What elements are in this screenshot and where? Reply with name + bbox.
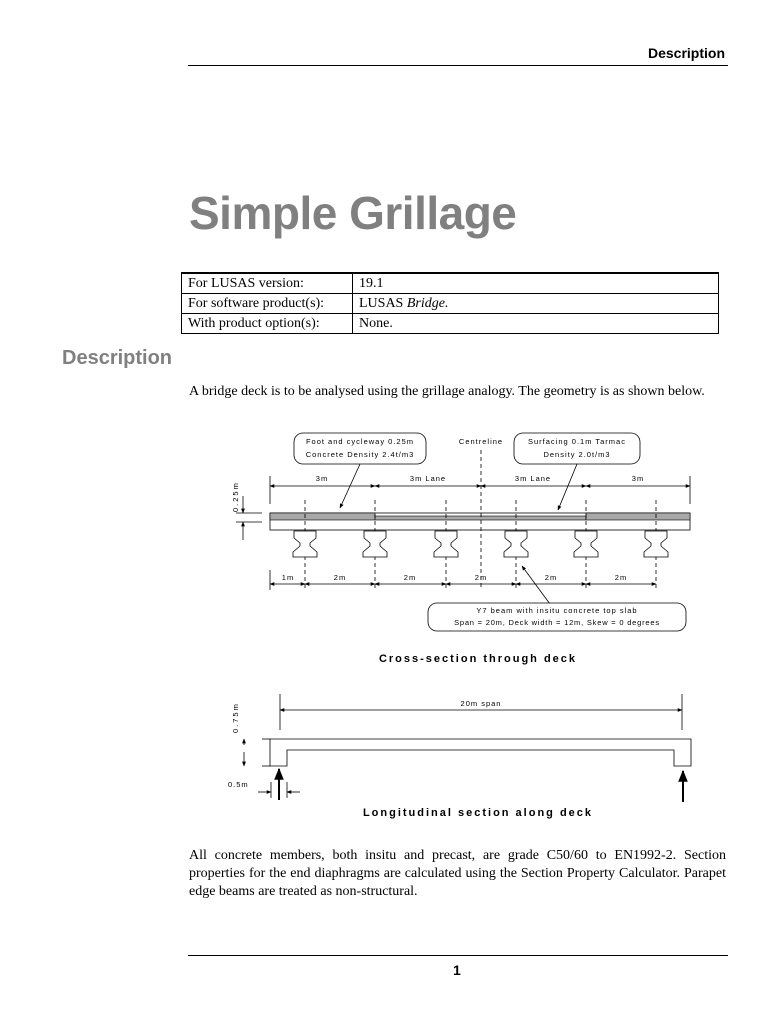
top-dimension-lines — [270, 476, 690, 504]
y7-beam — [293, 531, 317, 557]
callout-left-line2: Concrete Density 2.4t/m3 — [305, 450, 415, 459]
y7-beam — [644, 531, 668, 557]
longitudinal-caption: Longitudinal section along deck — [362, 807, 594, 819]
bottom-dim-6: 2m — [614, 573, 628, 582]
centreline-label: Centreline — [458, 437, 504, 446]
callout-right-line1: Surfacing 0.1m Tarmac — [528, 437, 626, 446]
y7-beam — [363, 531, 387, 557]
running-header: Description — [647, 45, 725, 61]
beam-callout-line1: Y7 beam with insitu concrete top slab — [476, 606, 638, 615]
span-label: 20m span — [460, 699, 502, 708]
callout-left-line1: Foot and cycleway 0.25m — [305, 437, 415, 446]
footer-rule — [188, 955, 728, 956]
longitudinal-deck — [270, 739, 691, 766]
support-width-label: 0.5m — [228, 780, 249, 789]
bottom-dim-2: 2m — [333, 573, 347, 582]
surfacing — [375, 516, 586, 520]
body-paragraph: All concrete members, both insitu and precast, are grade C50/60 to EN1992-2. Section properties for the end diaphragms are calculated using the Section Property Calculator. Parapet edge beams are treated as non-structural. — [189, 848, 726, 899]
long-depth-dimension — [244, 739, 270, 766]
cross-section-caption: Cross-section through deck — [378, 653, 578, 665]
page-title: Simple Grillage — [189, 187, 517, 239]
top-dim-4: 3m — [631, 474, 645, 483]
y7-beam — [574, 531, 598, 557]
table-label: For LUSAS version: — [182, 273, 353, 294]
footway-right — [586, 513, 690, 520]
deck-depth-label: 0.25m — [231, 481, 240, 512]
table-value: LUSAS Bridge. — [353, 294, 719, 314]
top-dim-1: 3m — [315, 474, 329, 483]
bottom-dimension-lines — [270, 570, 656, 590]
y7-beam — [504, 531, 528, 557]
section-heading: Description — [62, 347, 173, 369]
intro-paragraph: A bridge deck is to be analysed using the grillage analogy. The geometry is as shown below. — [189, 384, 705, 399]
page-number: 1 — [453, 962, 461, 978]
beam-callout-line2: Span = 20m, Deck width = 12m, Skew = 0 degrees — [454, 618, 660, 627]
footway-left — [270, 513, 375, 520]
table-value: 19.1 — [353, 273, 719, 294]
bottom-dim-1: 1m — [281, 573, 295, 582]
long-depth-label: 0.75m — [231, 702, 240, 733]
table-value: None. — [353, 314, 719, 334]
y7-beam — [434, 531, 458, 557]
table-label: For software product(s): — [182, 294, 353, 314]
y7-beams — [293, 531, 668, 557]
beam-callout-leader — [522, 566, 550, 604]
bottom-dim-3: 2m — [403, 573, 417, 582]
callout-right-line2: Density 2.0t/m3 — [543, 450, 611, 459]
callout-right-leader — [558, 464, 577, 510]
bottom-dim-5: 2m — [544, 573, 558, 582]
top-dim-2: 3m Lane — [409, 474, 447, 483]
top-dim-3: 3m Lane — [514, 474, 552, 483]
bottom-dim-4: 2m — [474, 573, 488, 582]
table-label: With product option(s): — [182, 314, 353, 334]
